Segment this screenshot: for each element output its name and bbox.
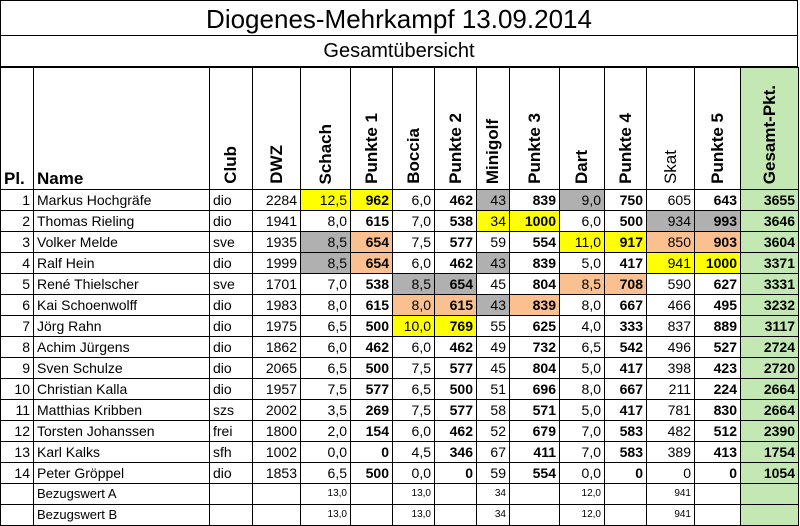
punkte5-cell: 1000 (695, 253, 741, 274)
skat-cell: 781 (647, 400, 695, 421)
punkte4-cell: 750 (605, 190, 647, 211)
boccia-cell: 6,0 (393, 253, 435, 274)
header-cell: Gesamt-Pkt. (759, 84, 779, 184)
reference-schach: 13,0 (301, 505, 351, 526)
header-cell: Club (221, 146, 240, 184)
minigolf-cell: 52 (477, 421, 510, 442)
schach-cell: 8,5 (301, 253, 351, 274)
dwz-cell: 1862 (253, 337, 301, 358)
minigolf-cell: 55 (477, 316, 510, 337)
boccia-cell: 7,0 (393, 211, 435, 232)
empty-cell (605, 484, 647, 505)
reference-dart: 12,0 (560, 505, 605, 526)
minigolf-cell: 58 (477, 400, 510, 421)
schach-cell: 8,0 (301, 295, 351, 316)
punkte5-cell: 889 (695, 316, 741, 337)
place-cell: 9 (1, 358, 34, 379)
empty-cell (510, 505, 560, 526)
empty-cell (210, 484, 253, 505)
punkte3-cell: 554 (510, 232, 560, 253)
reference-schach: 13,0 (301, 484, 351, 505)
name-cell: Peter Gröppel (34, 463, 210, 484)
dwz-cell: 1701 (253, 274, 301, 295)
dart-cell: 5,0 (560, 253, 605, 274)
boccia-cell: 10,0 (393, 316, 435, 337)
punkte4-cell: 667 (605, 295, 647, 316)
punkte3-cell: 554 (510, 463, 560, 484)
table-row (1, 421, 799, 442)
dart-cell: 8,5 (560, 274, 605, 295)
gesamt-cell: 3371 (741, 253, 799, 274)
punkte2-cell: 577 (435, 400, 477, 421)
club-cell: szs (210, 400, 253, 421)
header-cell: Punkte 2 (445, 113, 465, 184)
skat-cell: 0 (647, 463, 695, 484)
dwz-cell: 1957 (253, 379, 301, 400)
punkte2-cell: 577 (435, 232, 477, 253)
boccia-cell: 8,0 (393, 295, 435, 316)
punkte5-cell: 903 (695, 232, 741, 253)
gesamt-cell: 3117 (741, 316, 799, 337)
header-cell: DWZ (266, 145, 286, 184)
skat-cell: 941 (647, 253, 695, 274)
dart-cell: 9,0 (560, 190, 605, 211)
empty-cell (351, 505, 393, 526)
punkte2-cell: 538 (435, 211, 477, 232)
name-cell: Torsten Johanssen (34, 421, 210, 442)
gesamt-cell: 3232 (741, 295, 799, 316)
schach-cell: 0,0 (301, 442, 351, 463)
boccia-cell: 7,5 (393, 400, 435, 421)
dwz-cell: 1002 (253, 442, 301, 463)
name-cell: Achim Jürgens (34, 337, 210, 358)
punkte5-cell: 512 (695, 421, 741, 442)
dart-cell: 0,0 (560, 463, 605, 484)
boccia-cell: 4,5 (393, 442, 435, 463)
club-cell: sfh (210, 442, 253, 463)
dwz-cell: 1975 (253, 316, 301, 337)
punkte1-cell: 269 (351, 400, 393, 421)
dwz-cell: 2065 (253, 358, 301, 379)
header-cell: Name (34, 68, 210, 190)
skat-cell: 211 (647, 379, 695, 400)
punkte2-cell: 577 (435, 358, 477, 379)
punkte4-cell: 583 (605, 421, 647, 442)
punkte1-cell: 654 (351, 253, 393, 274)
punkte1-cell: 962 (351, 190, 393, 211)
reference-row (1, 484, 799, 505)
reference-row (1, 505, 799, 526)
reference-minigolf: 34 (477, 484, 510, 505)
punkte3-cell: 411 (510, 442, 560, 463)
punkte5-cell: 643 (695, 190, 741, 211)
reference-minigolf: 34 (477, 505, 510, 526)
name-cell: Ralf Hein (34, 253, 210, 274)
name-cell: Volker Melde (34, 232, 210, 253)
gesamt-cell: 2720 (741, 358, 799, 379)
punkte2-cell: 615 (435, 295, 477, 316)
punkte5-cell: 993 (695, 211, 741, 232)
punkte1-cell: 462 (351, 337, 393, 358)
punkte3-cell: 679 (510, 421, 560, 442)
punkte1-cell: 538 (351, 274, 393, 295)
minigolf-cell: 43 (477, 295, 510, 316)
club-cell: sve (210, 274, 253, 295)
dwz-cell: 1999 (253, 253, 301, 274)
header-cell: Punkte 5 (707, 113, 727, 184)
place-cell: 2 (1, 211, 34, 232)
minigolf-cell: 59 (477, 463, 510, 484)
empty-cell (253, 484, 301, 505)
punkte5-cell: 423 (695, 358, 741, 379)
schach-cell: 6,5 (301, 358, 351, 379)
gesamt-cell: 3604 (741, 232, 799, 253)
club-cell: dio (210, 337, 253, 358)
header-cell: Pl. (1, 68, 34, 190)
dart-cell: 8,0 (560, 295, 605, 316)
punkte5-cell: 830 (695, 400, 741, 421)
table-row (1, 463, 799, 484)
punkte3-cell: 732 (510, 337, 560, 358)
place-cell: 14 (1, 463, 34, 484)
boccia-cell: 6,0 (393, 190, 435, 211)
name-cell: Thomas Rieling (34, 211, 210, 232)
punkte4-cell: 0 (605, 463, 647, 484)
punkte3-cell: 696 (510, 379, 560, 400)
reference-label: Bezugswert A (34, 484, 210, 505)
dart-cell: 7,0 (560, 442, 605, 463)
punkte1-cell: 654 (351, 232, 393, 253)
name-cell: Sven Schulze (34, 358, 210, 379)
club-cell: dio (210, 253, 253, 274)
skat-cell: 837 (647, 316, 695, 337)
punkte2-cell: 500 (435, 379, 477, 400)
punkte1-cell: 0 (351, 442, 393, 463)
place-cell: 7 (1, 316, 34, 337)
punkte2-cell: 346 (435, 442, 477, 463)
punkte1-cell: 500 (351, 463, 393, 484)
empty-cell (253, 505, 301, 526)
table-row (1, 442, 799, 463)
club-cell: dio (210, 463, 253, 484)
boccia-cell: 0,0 (393, 463, 435, 484)
punkte2-cell: 462 (435, 421, 477, 442)
name-cell: Karl Kalks (34, 442, 210, 463)
name-cell: Jörg Rahn (34, 316, 210, 337)
punkte4-cell: 500 (605, 211, 647, 232)
header-cell: Dart (572, 149, 591, 184)
punkte3-cell: 804 (510, 274, 560, 295)
place-cell: 5 (1, 274, 34, 295)
place-cell: 1 (1, 190, 34, 211)
place-cell: 13 (1, 442, 34, 463)
minigolf-cell: 67 (477, 442, 510, 463)
gesamt-cell: 3646 (741, 211, 799, 232)
reference-boccia: 13,0 (393, 505, 435, 526)
punkte5-cell: 224 (695, 379, 741, 400)
punkte1-cell: 615 (351, 295, 393, 316)
schach-cell: 2,0 (301, 421, 351, 442)
empty-cell (351, 484, 393, 505)
empty-cell (435, 484, 477, 505)
punkte2-cell: 654 (435, 274, 477, 295)
punkte5-cell: 527 (695, 337, 741, 358)
punkte2-cell: 769 (435, 316, 477, 337)
gesamt-cell: 2664 (741, 400, 799, 421)
punkte2-cell: 0 (435, 463, 477, 484)
punkte4-cell: 417 (605, 253, 647, 274)
gesamt-cell: 1054 (741, 463, 799, 484)
skat-cell: 496 (647, 337, 695, 358)
empty-cell (741, 505, 799, 526)
punkte1-cell: 577 (351, 379, 393, 400)
schach-cell: 8,5 (301, 232, 351, 253)
header-cell: Skat (660, 149, 680, 184)
dwz-cell: 1935 (253, 232, 301, 253)
boccia-cell: 6,0 (393, 337, 435, 358)
minigolf-cell: 34 (477, 211, 510, 232)
sheet-title: Diogenes-Mehrkampf 13.09.2014 (0, 0, 798, 36)
place-cell: 4 (1, 253, 34, 274)
minigolf-cell: 51 (477, 379, 510, 400)
header-cell: Minigolf (483, 118, 502, 184)
dwz-cell: 1800 (253, 421, 301, 442)
name-cell: Markus Hochgräfe (34, 190, 210, 211)
schach-cell: 6,5 (301, 316, 351, 337)
minigolf-cell: 43 (477, 253, 510, 274)
dart-cell: 7,0 (560, 421, 605, 442)
reference-boccia: 13,0 (393, 484, 435, 505)
boccia-cell: 7,5 (393, 232, 435, 253)
table-row (1, 232, 799, 253)
header-row (1, 68, 799, 190)
header-cell: Schach (315, 123, 335, 184)
gesamt-cell: 2724 (741, 337, 799, 358)
punkte4-cell: 667 (605, 379, 647, 400)
place-cell: 12 (1, 421, 34, 442)
name-cell: Christian Kalla (34, 379, 210, 400)
header-cell: Punkte 3 (524, 113, 544, 184)
empty-cell (1, 505, 34, 526)
dwz-cell: 2284 (253, 190, 301, 211)
table-row (1, 274, 799, 295)
header-cell: Punkte 4 (615, 113, 635, 184)
punkte4-cell: 417 (605, 400, 647, 421)
punkte3-cell: 1000 (510, 211, 560, 232)
club-cell: dio (210, 190, 253, 211)
punkte4-cell: 917 (605, 232, 647, 253)
club-cell: dio (210, 316, 253, 337)
boccia-cell: 8,5 (393, 274, 435, 295)
skat-cell: 590 (647, 274, 695, 295)
empty-cell (435, 505, 477, 526)
dwz-cell: 2002 (253, 400, 301, 421)
punkte3-cell: 839 (510, 190, 560, 211)
punkte2-cell: 462 (435, 253, 477, 274)
boccia-cell: 6,5 (393, 379, 435, 400)
dwz-cell: 1853 (253, 463, 301, 484)
punkte5-cell: 627 (695, 274, 741, 295)
sheet-subtitle: Gesamtübersicht (0, 36, 798, 67)
punkte1-cell: 500 (351, 358, 393, 379)
club-cell: sve (210, 232, 253, 253)
reference-skat: 941 (647, 505, 695, 526)
schach-cell: 3,5 (301, 400, 351, 421)
dart-cell: 5,0 (560, 358, 605, 379)
punkte3-cell: 571 (510, 400, 560, 421)
dart-cell: 8,0 (560, 379, 605, 400)
gesamt-cell: 1754 (741, 442, 799, 463)
table-row (1, 400, 799, 421)
gesamt-cell: 3331 (741, 274, 799, 295)
punkte4-cell: 333 (605, 316, 647, 337)
empty-cell (510, 484, 560, 505)
club-cell: dio (210, 379, 253, 400)
skat-cell: 934 (647, 211, 695, 232)
place-cell: 10 (1, 379, 34, 400)
table-row (1, 253, 799, 274)
minigolf-cell: 45 (477, 274, 510, 295)
skat-cell: 482 (647, 421, 695, 442)
skat-cell: 605 (647, 190, 695, 211)
table-row (1, 337, 799, 358)
punkte1-cell: 500 (351, 316, 393, 337)
club-cell: dio (210, 295, 253, 316)
punkte4-cell: 417 (605, 358, 647, 379)
table-row (1, 190, 799, 211)
punkte1-cell: 615 (351, 211, 393, 232)
club-cell: frei (210, 421, 253, 442)
skat-cell: 850 (647, 232, 695, 253)
name-cell: René Thielscher (34, 274, 210, 295)
name-cell: Matthias Kribben (34, 400, 210, 421)
schach-cell: 6,0 (301, 337, 351, 358)
header-cell: Boccia (403, 128, 423, 184)
punkte5-cell: 495 (695, 295, 741, 316)
dwz-cell: 1983 (253, 295, 301, 316)
dart-cell: 11,0 (560, 232, 605, 253)
punkte3-cell: 804 (510, 358, 560, 379)
dwz-cell: 1941 (253, 211, 301, 232)
boccia-cell: 7,5 (393, 358, 435, 379)
skat-cell: 466 (647, 295, 695, 316)
minigolf-cell: 45 (477, 358, 510, 379)
empty-cell (741, 484, 799, 505)
dart-cell: 5,0 (560, 400, 605, 421)
place-cell: 3 (1, 232, 34, 253)
reference-dart: 12,0 (560, 484, 605, 505)
empty-cell (605, 505, 647, 526)
gesamt-cell: 3655 (741, 190, 799, 211)
place-cell: 6 (1, 295, 34, 316)
table-row (1, 295, 799, 316)
gesamt-cell: 2390 (741, 421, 799, 442)
schach-cell: 12,5 (301, 190, 351, 211)
minigolf-cell: 43 (477, 190, 510, 211)
punkte3-cell: 625 (510, 316, 560, 337)
schach-cell: 8,0 (301, 211, 351, 232)
reference-label: Bezugswert B (34, 505, 210, 526)
boccia-cell: 6,0 (393, 421, 435, 442)
minigolf-cell: 49 (477, 337, 510, 358)
skat-cell: 389 (647, 442, 695, 463)
table-row (1, 358, 799, 379)
table-row (1, 211, 799, 232)
header-cell: Punkte 1 (361, 113, 381, 184)
minigolf-cell: 59 (477, 232, 510, 253)
place-cell: 11 (1, 400, 34, 421)
punkte4-cell: 542 (605, 337, 647, 358)
skat-cell: 398 (647, 358, 695, 379)
table-row (1, 316, 799, 337)
club-cell: dio (210, 211, 253, 232)
table-row (1, 379, 799, 400)
empty-cell (1, 484, 34, 505)
punkte4-cell: 583 (605, 442, 647, 463)
punkte2-cell: 462 (435, 337, 477, 358)
punkte5-cell: 413 (695, 442, 741, 463)
schach-cell: 7,5 (301, 379, 351, 400)
reference-skat: 941 (647, 484, 695, 505)
gesamt-cell: 2664 (741, 379, 799, 400)
name-cell: Kai Schoenwolff (34, 295, 210, 316)
dart-cell: 4,0 (560, 316, 605, 337)
schach-cell: 6,5 (301, 463, 351, 484)
punkte5-cell: 0 (695, 463, 741, 484)
punkte1-cell: 154 (351, 421, 393, 442)
results-table (0, 67, 799, 526)
empty-cell (695, 484, 741, 505)
schach-cell: 7,0 (301, 274, 351, 295)
club-cell: dio (210, 358, 253, 379)
empty-cell (695, 505, 741, 526)
place-cell: 8 (1, 337, 34, 358)
punkte2-cell: 462 (435, 190, 477, 211)
punkte4-cell: 708 (605, 274, 647, 295)
empty-cell (210, 505, 253, 526)
punkte3-cell: 839 (510, 253, 560, 274)
dart-cell: 6,5 (560, 337, 605, 358)
dart-cell: 6,0 (560, 211, 605, 232)
punkte3-cell: 839 (510, 295, 560, 316)
